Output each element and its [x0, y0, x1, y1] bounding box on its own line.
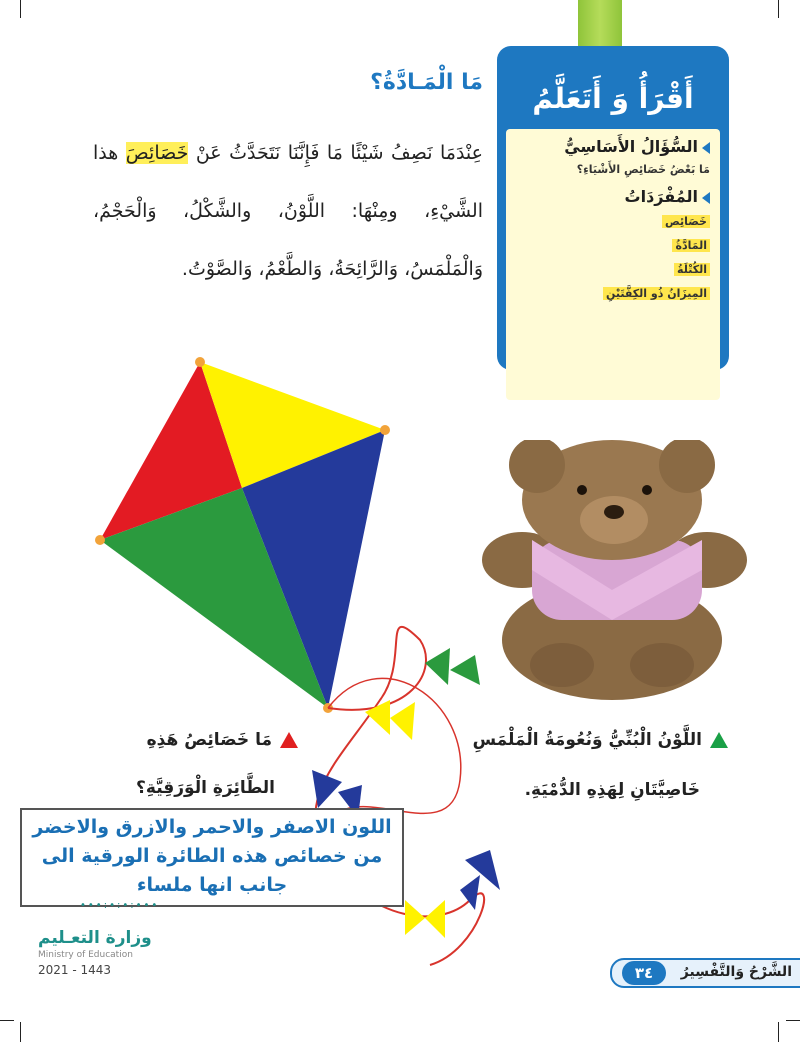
ministry-logo-dots: •••:•:•:•••	[80, 900, 160, 911]
essential-question: مَا بَعْضُ خَصَائِصِ الأَشْيَاءِ؟	[576, 163, 710, 176]
crop-mark	[786, 1020, 800, 1021]
crop-mark	[20, 1022, 21, 1042]
crop-mark	[20, 0, 21, 18]
vocab-item: الكُتْلَةُ	[674, 263, 710, 276]
kite-question-line2: الطَّائِرَةِ الْوَرَقِيَّةِ؟	[136, 778, 275, 798]
answer-line: من خصائص هذه الطائرة الورقية الى	[41, 845, 383, 867]
intro-paragraph: عِنْدَمَا نَصِفُ شَيْئًا مَا فَإِنَّنَا نَتَحَدَّثُ عَنْ خَصَائِصَ هذا الشَّيْءِ، ومِنْهَا: اللَّوْنُ، والشَّكْلُ، وَالْحَجْمُ، وَالْمَلْمَسُ، وَالرَّائِحَةُ، وَالطَّعْمُ، وَالصَّوْتُ.	[93, 142, 483, 280]
crop-mark	[778, 0, 779, 18]
read-learn-panel	[497, 46, 729, 370]
triangle-icon	[702, 192, 710, 204]
vocabulary-heading: المُفْرَدَاتُ	[625, 187, 710, 206]
edition-year: 2021 - 1443	[38, 963, 112, 977]
bear-caption-line2: خَاصِيَّتَانِ لِهَذِهِ الدُّمْيَةِ.	[524, 780, 700, 800]
triangle-icon	[702, 142, 710, 154]
answer-box	[20, 808, 404, 907]
green-triangle-icon	[710, 732, 728, 748]
ministry-name-english: Ministry of Education	[38, 950, 133, 960]
bear-caption-line1: اللَّوْنُ الْبُنِّيُّ وَنُعُومَةُ الْمَلْمَسِ	[473, 730, 728, 750]
red-triangle-icon	[280, 732, 298, 748]
crop-mark	[778, 1022, 779, 1042]
vocab-item: المِيزَانُ ذُو الكِفَّتَيْنِ	[603, 287, 710, 300]
vocab-item: المَادَّةُ	[672, 239, 710, 252]
ministry-name-arabic: وزارة التعـليم	[38, 928, 152, 948]
panel-content	[506, 129, 720, 400]
kite-question-line1: مَا خَصَائِصُ هَذِهِ	[147, 730, 298, 750]
answer-line: جانب انها ملساء	[136, 874, 288, 896]
page-footer-bar	[610, 958, 800, 988]
section-label: الشَّرْحُ وَالتَّفْسِيرُ	[680, 964, 792, 980]
section-title: مَا الْمَـادَّةُ؟	[370, 70, 483, 95]
vocab-item: خَصَائِص	[662, 215, 710, 228]
highlighted-term: خَصَائِصَ	[125, 142, 189, 164]
essential-question-heading: السُّؤَالُ الأَسَاسِيُّ	[564, 137, 710, 156]
teddy-bear-illustration	[462, 440, 762, 700]
page-number: ٣٤	[622, 961, 666, 985]
panel-title: أَقْرَأُ وَ أَتَعَلَّمُ	[532, 82, 694, 115]
answer-line: اللون الاصفر والاحمر والازرق والاخضر	[32, 816, 392, 838]
crop-mark	[0, 1020, 14, 1021]
